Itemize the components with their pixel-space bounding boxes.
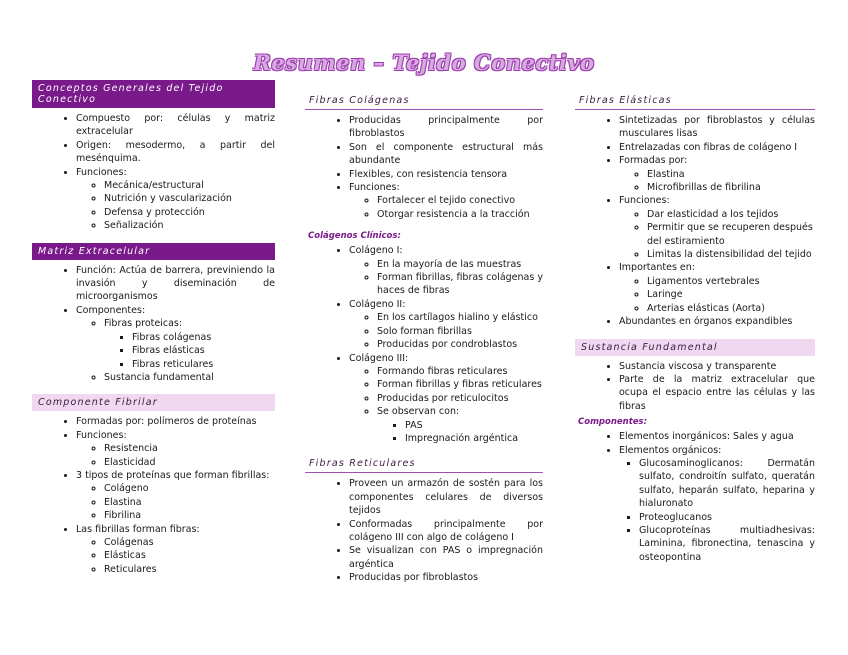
- sub-item: ◦ Mecánica/estructural: [104, 179, 275, 192]
- sub-item: [377, 405, 543, 445]
- section-header: Conceptos Generales del Tejido Conectivo: [32, 80, 275, 108]
- sub-item: ◦ Resistencia: [104, 442, 275, 455]
- list-item: [76, 166, 275, 233]
- sub-item: ◦ Elásticas: [104, 549, 275, 562]
- sub-item: ◦ Forman fibrillas y fibras reticulares: [377, 378, 543, 391]
- sub-item: ◦ Producidas por reticulocitos: [377, 392, 543, 405]
- list-item: • Producidas por fibroblastos: [349, 571, 543, 584]
- list-item-label: Colágeno II:: [349, 298, 406, 310]
- column-left: [32, 80, 275, 586]
- section-clinicos: [305, 231, 543, 445]
- bullet-list: [305, 114, 543, 221]
- list-item-label: Las fibrillas forman fibras:: [76, 523, 200, 535]
- bullet-list: [305, 244, 543, 445]
- section-reticulares: [305, 455, 543, 584]
- sub-item: ◦ Forman fibrillas, fibras colágenas y haces de fibras: [377, 271, 543, 298]
- bullet-list: [575, 360, 815, 414]
- sub-sub-item: ▪ PAS: [405, 419, 543, 432]
- sub-item: ◦ Laringe: [647, 288, 815, 301]
- list-item-label: Colágeno III:: [349, 352, 409, 364]
- list-item-label: Funciones:: [619, 195, 670, 207]
- sub-item: ▪ Proteoglucanos: [639, 511, 815, 524]
- section-header: Componente Fibrilar: [32, 394, 275, 411]
- list-item: • Proveen un armazón de sostén para los componentes celulares de diversos tejidos: [349, 477, 543, 517]
- sub-sub-item: ▪ Fibras reticulares: [132, 358, 275, 371]
- list-item: [619, 194, 815, 261]
- section-header: Matriz Extracelular: [32, 243, 275, 260]
- subsection-header: Colágenos Clínicos:: [308, 231, 401, 242]
- sub-item: ◦ Dar elasticidad a los tejidos: [647, 208, 815, 221]
- sub-item: ◦ Limitas la distensibilidad del tejido: [647, 248, 815, 261]
- sub-sub-item: ▪ Impregnación argéntica: [405, 432, 543, 445]
- list-item: [349, 352, 543, 446]
- sub-item: ◦ Elasticidad: [104, 456, 275, 469]
- sub-item: ◦ Permitir que se recuperen después del estiramiento: [647, 221, 815, 248]
- sub-item: ◦ En la mayoría de las muestras: [377, 258, 543, 271]
- sub-item: ◦ Colágeno: [104, 482, 275, 495]
- section-elasticas: [575, 92, 815, 329]
- section-header: Fibras Colágenas: [305, 92, 543, 110]
- list-item-label: Funciones:: [349, 182, 400, 194]
- column-middle: [305, 80, 543, 595]
- section-componentes: [575, 417, 815, 564]
- list-item: • Se visualizan con PAS o impregnación argéntica: [349, 544, 543, 571]
- sub-item: ◦ Solo forman fibrillas: [377, 325, 543, 338]
- list-item: • Sustancia viscosa y transparente: [619, 360, 815, 373]
- list-item-label: 3 tipos de proteínas que forman fibrillas:: [76, 469, 270, 481]
- section-matriz: [32, 243, 275, 385]
- bullet-list: [32, 264, 275, 385]
- list-item-label: Importantes en:: [619, 262, 695, 274]
- list-item-label: Elementos orgánicos:: [619, 444, 722, 456]
- list-item-label: Funciones:: [76, 166, 127, 178]
- sub-item: ◦ Colágenas: [104, 536, 275, 549]
- list-item: • Conformadas principalmente por colágeno III con algo de colágeno I: [349, 518, 543, 545]
- sub-item: ◦ Defensa y protección: [104, 206, 275, 219]
- sub-item: ◦ Otorgar resistencia a la tracción: [377, 208, 543, 221]
- list-item: • Sintetizadas por fibroblastos y células musculares lisas: [619, 114, 815, 141]
- section-colagenas: [305, 92, 543, 221]
- sub-item: ◦ Formando fibras reticulares: [377, 365, 543, 378]
- section-header: Fibras Reticulares: [305, 455, 543, 473]
- bullet-list: [575, 114, 815, 329]
- sub-item: ◦ Señalización: [104, 219, 275, 232]
- sub-item: ◦ En los cartílagos hialino y elástico: [377, 311, 543, 324]
- sub-item: ◦ Producidas por condroblastos: [377, 338, 543, 351]
- list-item: • Elementos inorgánicos: Sales y agua: [619, 430, 815, 443]
- list-item: • Entrelazadas con fibras de colágeno I: [619, 141, 815, 154]
- list-item: • Función: Actúa de barrera, previniendo la invasión y diseminación de microorganismos: [76, 264, 275, 304]
- list-item: [76, 429, 275, 469]
- bullet-list: [32, 112, 275, 233]
- sub-sub-item: ▪ Fibras elásticas: [132, 344, 275, 357]
- list-item: • Abundantes en órganos expandibles: [619, 315, 815, 328]
- sub-item: ◦ Elastina: [104, 496, 275, 509]
- list-item: • Parte de la matriz extracelular que ocupa el espacio entre las células y las fibras: [619, 373, 815, 413]
- bullet-list: [32, 415, 275, 576]
- section-sustancia: [575, 339, 815, 414]
- section-conceptos: [32, 80, 275, 233]
- sub-item: ◦ Sustancia fundamental: [104, 371, 275, 384]
- list-item: [619, 261, 815, 315]
- list-item: [349, 298, 543, 352]
- sub-item: [104, 317, 275, 371]
- sub-item: ◦ Ligamentos vertebrales: [647, 275, 815, 288]
- sub-item: ▪ Glucosaminoglicanos: Dermatán sulfato, condroitín sulfato, queratán sulfato, heparán sulfato, heparina y hialuronato: [639, 457, 815, 511]
- sub-item: ▪ Glucoproteínas multiadhesivas: Laminina, fibronectina, tenascina y osteopontina: [639, 524, 815, 564]
- sub-item: ◦ Arterias elásticas (Aorta): [647, 302, 815, 315]
- section-fibrilar: [32, 394, 275, 576]
- section-header: Sustancia Fundamental: [575, 339, 815, 356]
- list-item-label: Componentes:: [76, 304, 146, 316]
- list-item: [619, 444, 815, 565]
- bullet-list: [305, 477, 543, 584]
- sub-item: ◦ Elastina: [647, 168, 815, 181]
- sub-item-label: Fibras proteicas:: [104, 318, 183, 330]
- list-item: • Son el componente estructural más abundante: [349, 141, 543, 168]
- bullet-list: [575, 430, 815, 564]
- list-item-label: Formadas por:: [619, 155, 688, 167]
- list-item: [619, 154, 815, 194]
- list-item: • Formadas por: polímeros de proteínas: [76, 415, 275, 428]
- list-item: • Origen: mesodermo, a partir del mesénquima.: [76, 139, 275, 166]
- sub-item-label: Se observan con:: [377, 406, 460, 418]
- list-item: [76, 469, 275, 523]
- sub-item: ◦ Fortalecer el tejido conectivo: [377, 194, 543, 207]
- sub-item: ◦ Reticulares: [104, 563, 275, 576]
- list-item: • Flexibles, con resistencia tensora: [349, 168, 543, 181]
- list-item: [76, 523, 275, 577]
- column-right: [575, 80, 815, 574]
- sub-item: ◦ Microfibrillas de fibrilina: [647, 181, 815, 194]
- sub-item: ◦ Nutrición y vascularización: [104, 192, 275, 205]
- sub-item: ◦ Fibrilina: [104, 509, 275, 522]
- list-item-label: Funciones:: [76, 429, 127, 441]
- page-title: Resumen – Tejido Conectivo: [253, 50, 595, 75]
- list-item: [76, 304, 275, 384]
- list-item: • Producidas principalmente por fibroblastos: [349, 114, 543, 141]
- list-item: • Compuesto por: células y matriz extracelular: [76, 112, 275, 139]
- list-item-label: Colágeno I:: [349, 245, 403, 257]
- section-header: Fibras Elásticas: [575, 92, 815, 110]
- sub-sub-item: ▪ Fibras colágenas: [132, 331, 275, 344]
- list-item: [349, 181, 543, 221]
- subsection-header: Componentes:: [578, 417, 648, 428]
- list-item: [349, 244, 543, 298]
